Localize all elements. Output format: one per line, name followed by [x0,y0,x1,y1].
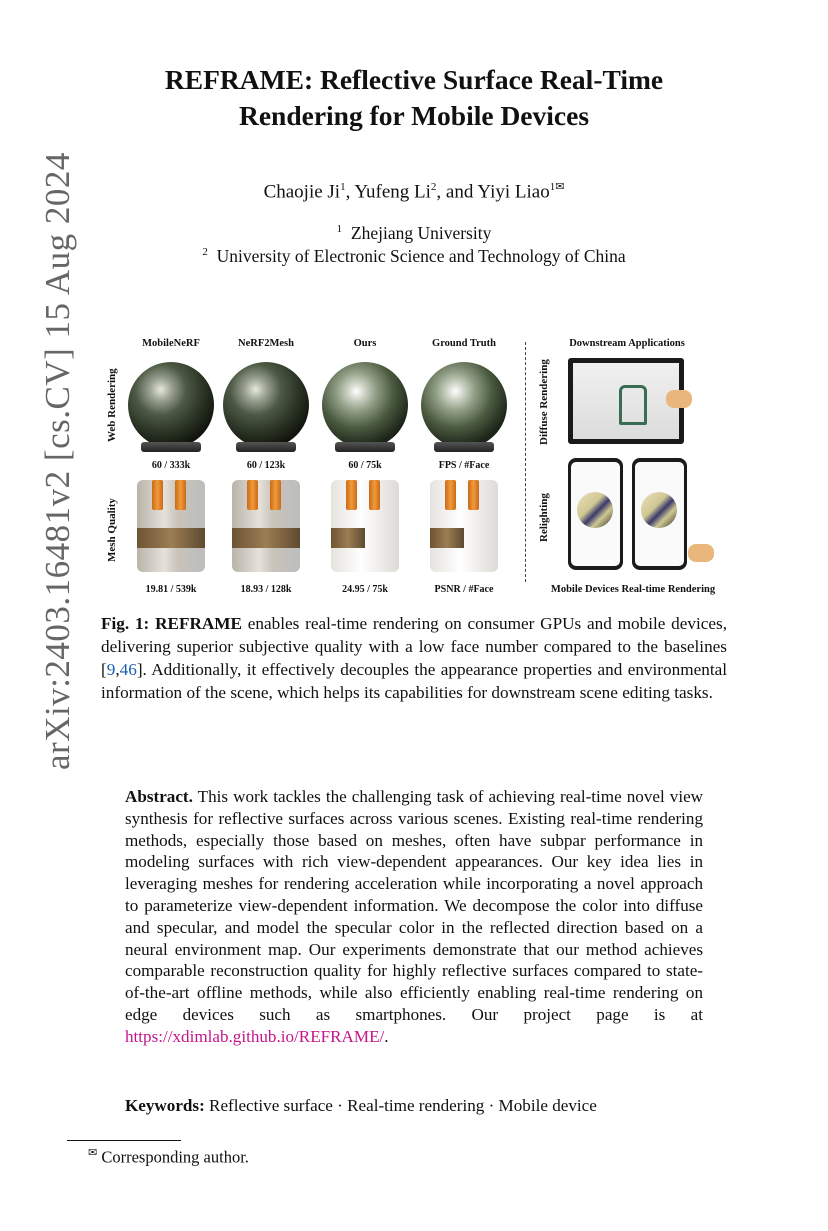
figure-divider [525,342,526,582]
affiliation-name: University of Electronic Science and Technology of China [216,246,626,266]
toast-slice [468,480,479,510]
phone-relighting [632,458,687,570]
abstract [125,786,703,1048]
hand-icon [688,544,714,562]
sphere-render-ground-truth [421,362,507,448]
citation-link[interactable]: 46 [119,660,137,679]
envelope-icon: ✉ [88,1147,98,1159]
web-metric: 60 / 123k [246,460,286,471]
author-list: Chaojie Ji$^1$, Yufeng Li$^2$, and Yiyi Liao$^{1✉}$ [263,181,565,203]
author-affil-mark: 1✉ [549,181,565,193]
toaster-mesh-mobilenerf [137,480,205,572]
toaster-mesh-ground-truth [430,480,498,572]
affiliation-mark: 1 [336,223,343,236]
hand-icon [666,390,692,408]
helmet-model [577,492,613,528]
footnote-rule [67,1140,181,1141]
keywords [125,1096,703,1116]
toaster-mesh-nerf2mesh [232,480,300,572]
author-name: Chaojie Ji [263,181,341,203]
toast-slice [270,480,281,510]
phone-screen [571,462,620,566]
caption-label: Fig. 1: [101,614,150,633]
row-label: Web Rendering [106,368,118,442]
web-metric: 60 / 333k [151,460,191,471]
footnote-text: Corresponding author. [97,1147,249,1167]
affiliation-mark: 2 [202,246,208,259]
toast-slice [346,480,357,510]
sphere-render-mobilenerf [128,362,214,448]
toaster-band [331,528,365,548]
title-line-1: REFRAME: Reflective Surface Real-Time [164,64,664,95]
abstract-text: This work tackles the challenging task of achieving real-time novel view synthesis for reflective surfaces across various scenes. Existing real-time rendering methods, especially those based on meshes, often have subpar performance in modeling surfaces with rich view-dependent appearances. Our key idea lies in leveraging meshes for rendering acceleration while incorporating a novel approach to parameterize view-dependent information. We decompose the color into diffuse and specular, and model the specular color in the reflected direction based on a neural environment map. Our experiments demonstrate that our method achieves comparable reconstruction quality for highly reflective surfaces compared to state-of-the-art offline methods, while also efficiently enabling real-time rendering on edge devices such as smartphones. Our project page is at [125,787,703,1024]
title-line-2: Rendering for Mobile Devices [238,100,590,131]
mesh-metric: 24.95 / 75k [342,584,388,595]
toast-slice [369,480,380,510]
citation-link[interactable]: 9 [106,660,116,679]
toast-slice [175,480,186,510]
phone-screen [635,462,684,566]
sphere-stand [335,442,395,452]
toast-slice [247,480,258,510]
author-affil-mark: 2 [430,181,437,193]
affiliation-name: Zhejiang University [350,223,492,243]
sphere-render-ours [322,362,408,448]
web-metric: 60 / 75k [348,460,382,471]
project-page-link[interactable]: https://xdimlab.github.io/REFRAME/ [125,1026,385,1046]
affiliation [100,246,728,267]
row-label: Mesh Quality [106,498,118,562]
sphere-stand [236,442,296,452]
toaster-band [430,528,464,548]
caption-text: enables real-time rendering on consumer GPUs and mobile devices, delivering superior subjective quality with a low face number compared to the baselines [ [101,614,728,679]
column-label: MobileNeRF [142,338,200,349]
toaster-mesh-ours [331,480,399,572]
toast-slice [152,480,163,510]
sphere-stand [141,442,201,452]
arxiv-identifier: arXiv:2403.16481v2 [cs.CV] 15 Aug 2024 [38,152,77,770]
author-affil-mark: 1 [340,181,346,193]
monitor-screen [573,363,679,439]
footnote [88,1146,249,1168]
abstract-end: . [384,1026,389,1046]
downstream-title: Downstream Applications [569,338,685,349]
affiliation [100,223,728,244]
keywords-text: Reflective surface · Real-time rendering · Mobile device [204,1096,597,1115]
web-metric: FPS / #Face [438,460,490,471]
paper-title [100,62,728,134]
downstream-caption: Mobile Devices Real-time Rendering [550,584,716,595]
column-label: Ground Truth [432,338,496,349]
phone-relighting [568,458,623,570]
toast-slice [445,480,456,510]
toaster-band [232,528,300,548]
chair-model [619,385,647,425]
column-label: Ours [353,338,377,349]
mesh-metric: PSNR / #Face [434,584,494,595]
keywords-label: Keywords: [125,1096,205,1115]
author-name: Yufeng Li [354,181,431,203]
caption-text: ]. Additionally, it effectively decouples the appearance properties and environmental information of the scene, which helps its capabilities for downstream scene editing tasks. [101,660,727,702]
citation-separator: , [115,660,120,679]
column-label: NeRF2Mesh [238,338,294,349]
toaster-band [137,528,205,548]
helmet-model [641,492,677,528]
sphere-render-nerf2mesh [223,362,309,448]
teaser-figure [100,330,728,600]
mesh-metric: 18.93 / 128k [240,584,292,595]
right-row-label: Diffuse Rendering [538,359,550,445]
author-name: Yiyi Liao [477,181,550,203]
abstract-label: Abstract. [125,787,193,806]
caption-method-name: REFRAME [155,614,242,633]
figure-caption [101,612,727,704]
sphere-stand [434,442,494,452]
mesh-metric: 19.81 / 539k [145,584,197,595]
right-row-label: Relighting [538,493,550,542]
